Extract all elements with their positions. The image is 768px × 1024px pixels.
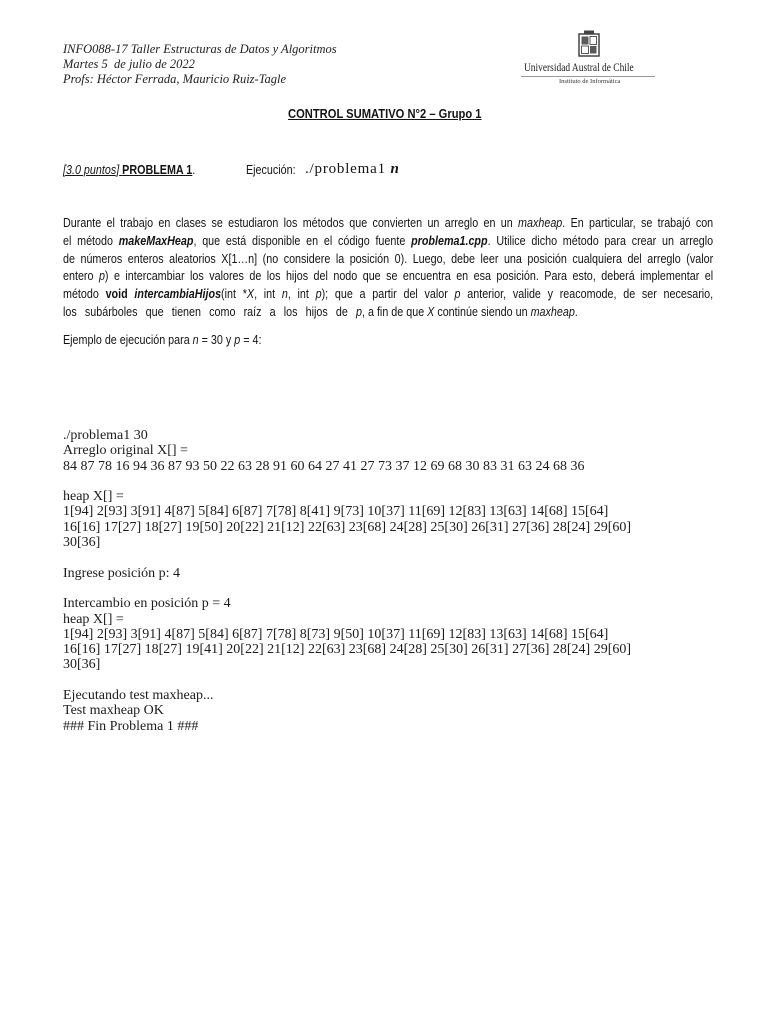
console-block-test <box>63 688 631 734</box>
console-line: Intercambio en posición p = 4 <box>63 596 231 612</box>
statement-line <box>63 268 713 286</box>
institute-name: Instituto de Informática <box>559 78 621 85</box>
var-p: p <box>315 287 322 302</box>
statement-text: entero <box>63 269 99 284</box>
problem-period: . <box>192 162 196 177</box>
method-makemaxheap: makeMaxHeap <box>118 233 194 248</box>
method-intercambiahijos: intercambiaHijos <box>134 287 222 302</box>
course-name: INFO088-17 Taller Estructuras de Datos y Algoritmos <box>63 42 337 56</box>
console-line: heap X[] = <box>63 489 124 505</box>
console-line: 84 87 78 16 94 36 87 93 50 22 63 28 91 60 64 27 41 27 73 37 12 69 68 30 83 31 63 24 68 36 <box>63 458 585 474</box>
var-n: n <box>192 332 199 347</box>
problem-points: [3.0 puntos] <box>63 162 120 177</box>
professors: Profs: Héctor Ferrada, Mauricio Ruiz-Tagle <box>63 72 287 86</box>
branding-divider <box>521 76 655 77</box>
source-file-name: problema1.cpp <box>411 233 488 248</box>
statement-text: el método <box>63 233 119 248</box>
var-p: p <box>454 287 461 302</box>
console-line: 16[16] 17[27] 18[27] 19[50] 20[22] 21[12] 22[63] 23[68] 24[28] 25[30] 26[31] 27[36] 28[24] 29[60] <box>63 519 632 535</box>
example-intro <box>63 333 261 348</box>
console-line: heap X[] = <box>63 611 124 627</box>
console-line: ./problema1 30 <box>63 428 148 443</box>
statement-text: continúe siendo un <box>434 304 531 319</box>
statement-text: de números enteros aleatorios X[1…n] (no considere la posición 0). Luego, debe leer una posición cualquiera del arreglo (valor <box>63 251 714 266</box>
console-line: 16[16] 17[27] 18[27] 19[41] 20[22] 21[12] 22[63] 23[68] 24[28] 25[30] 26[31] 27[36] 28[24] 29[60] <box>63 642 632 658</box>
console-line: 1[94] 2[93] 3[91] 4[87] 5[84] 6[87] 7[78] 8[73] 9[50] 10[37] 11[69] 12[83] 13[63] 14[68] 15[64] <box>63 626 609 642</box>
statement-text: , que está disponible en el código fuente <box>193 233 412 248</box>
console-line: Arreglo original X[] = <box>63 443 188 459</box>
execution-program: ./problema1 <box>305 161 386 177</box>
execution-command <box>305 161 400 178</box>
example-text: Ejemplo de ejecución para <box>63 332 193 347</box>
var-x: X <box>427 304 435 319</box>
statement-text: ); que a partir del valor <box>321 287 455 302</box>
console-line: Test maxheap OK <box>63 703 164 719</box>
console-block-run <box>63 428 631 474</box>
term-maxheap: maxheap <box>530 304 575 319</box>
console-line: 30[36] <box>63 535 101 551</box>
statement-line <box>63 251 713 269</box>
statement-text: (int * <box>221 287 247 302</box>
statement-text: los subárboles que tienen como raíz a los hijos de <box>63 304 357 319</box>
console-line: ### Fin Problema 1 ### <box>63 718 199 734</box>
problem-statement <box>63 215 713 322</box>
var-p: p <box>234 332 241 347</box>
console-block-swap <box>63 596 631 672</box>
problem-heading <box>63 163 195 178</box>
var-p: p <box>356 304 363 319</box>
university-crest-icon <box>576 30 602 58</box>
statement-text: Durante el trabajo en clases se estudiaron los métodos que convierten un arreglo en un <box>63 216 519 230</box>
console-block-input <box>63 566 631 581</box>
var-x: X <box>246 287 255 302</box>
var-p: p <box>98 269 105 284</box>
console-line: Ejecutando test maxheap... <box>63 688 214 704</box>
statement-line <box>63 215 713 233</box>
statement-text: método <box>63 287 106 302</box>
keyword-void: void <box>105 287 128 302</box>
statement-text: . Utilice dicho método para crear un arreglo <box>487 233 714 248</box>
exam-title: CONTROL SUMATIVO N°2 – Grupo 1 <box>288 105 482 121</box>
console-line: 1[94] 2[93] 3[91] 4[87] 5[84] 6[87] 7[78] 8[41] 9[73] 10[37] 11[69] 12[83] 13[63] 14[68] 15[64] <box>63 504 609 520</box>
console-line: 30[36] <box>63 657 101 673</box>
execution-label: Ejecución: <box>246 162 296 177</box>
statement-text: . En particular, se trabajó con <box>562 216 714 230</box>
statement-line <box>63 286 713 304</box>
statement-text: anterior, valide y reacomode, de ser necesario, <box>460 287 714 302</box>
example-text: = 4: <box>240 332 262 347</box>
statement-text: , a fin de que <box>362 304 428 319</box>
statement-text: , int <box>287 287 316 302</box>
execution-argument: n <box>390 161 400 177</box>
console-line: Ingrese posición p: 4 <box>63 565 181 581</box>
statement-text: , int <box>254 287 282 302</box>
statement-text: . <box>574 304 578 319</box>
statement-line <box>63 304 713 322</box>
university-name: Universidad Austral de Chile <box>524 62 634 74</box>
console-block-heap <box>63 489 631 550</box>
statement-text: ) e intercambiar los valores de los hijos del nodo que se encuentra en esa posición. Para esto, deberá implementar el <box>104 269 714 284</box>
problem-label: PROBLEMA 1 <box>122 162 193 177</box>
course-header <box>63 42 337 87</box>
statement-line <box>63 233 713 251</box>
console-output <box>63 428 631 749</box>
exam-date: Martes 5 de julio de 2022 <box>63 57 195 71</box>
example-text: = 30 y <box>198 332 235 347</box>
var-n: n <box>281 287 288 302</box>
term-maxheap: maxheap <box>518 216 563 230</box>
